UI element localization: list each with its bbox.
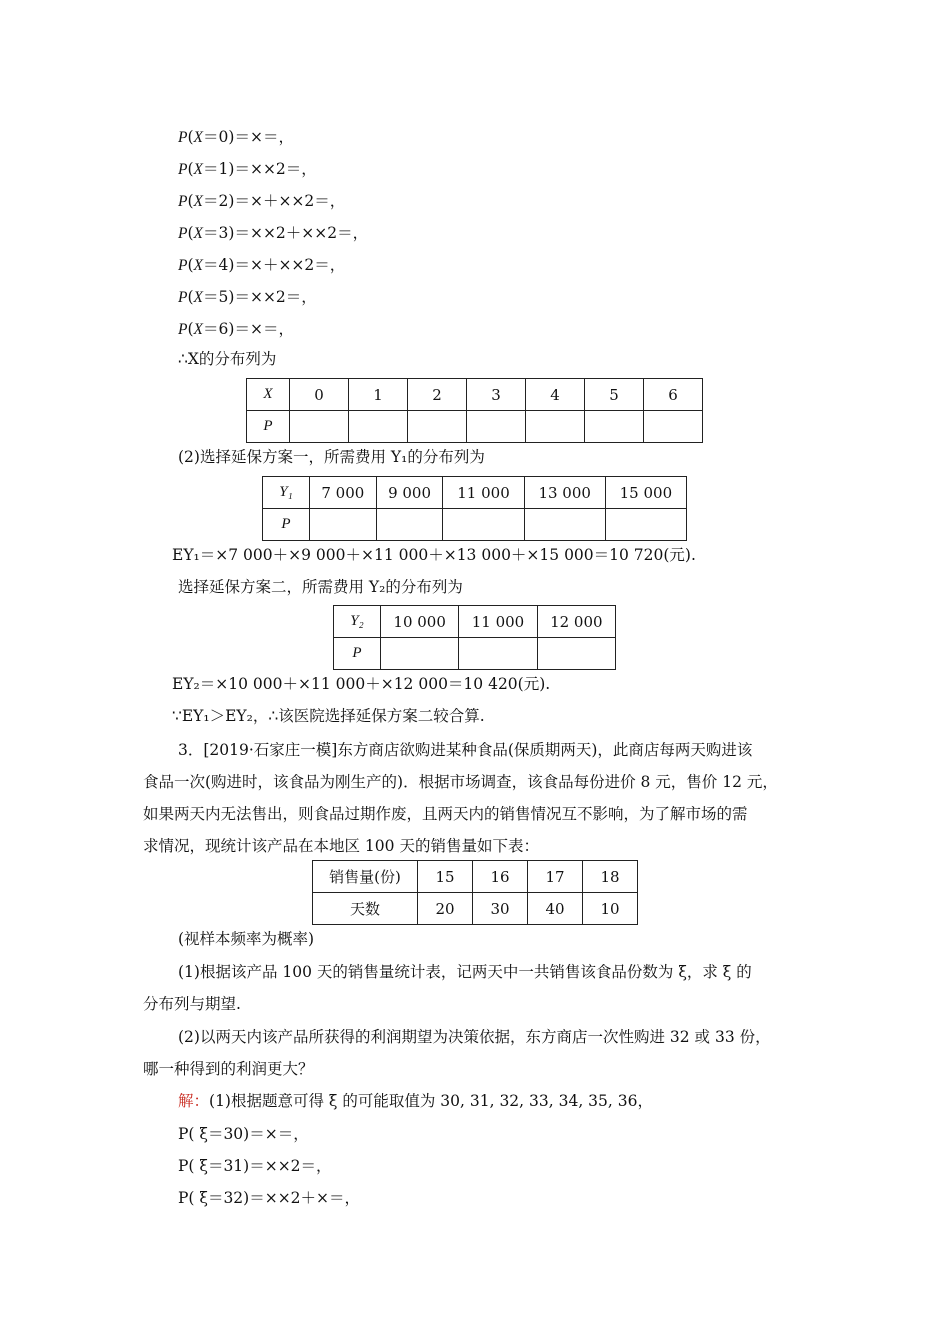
table-cell: 9 000 bbox=[376, 477, 443, 509]
ey2-line: EY₂＝×10 000＋×11 000＋×12 000＝10 420(元). bbox=[172, 675, 551, 693]
px-line-4: P(X＝4)＝×＋××2＝， bbox=[178, 256, 346, 274]
px-line-0: P(X＝0)＝×＝， bbox=[178, 128, 294, 146]
q1-line-2: 分布列与期望. bbox=[143, 995, 241, 1013]
table-cell: X bbox=[247, 379, 290, 411]
table-cell: 7 000 bbox=[310, 477, 377, 509]
conclusion-line: ∵EY₁＞EY₂，∴该医院选择延保方案二较合算. bbox=[172, 707, 485, 725]
table-cell: 20 bbox=[418, 893, 473, 925]
pxi-line-32: P( ξ＝32)＝××2＋×＝， bbox=[178, 1189, 361, 1207]
table-cell: P bbox=[334, 638, 381, 670]
part2-line: (2)选择延保方案一，所需费用 Y₁的分布列为 bbox=[178, 448, 485, 466]
table-cell: 0 bbox=[290, 379, 349, 411]
table-cell: Y₁ bbox=[263, 477, 310, 509]
table-row bbox=[334, 606, 616, 638]
px-line-3: P(X＝3)＝××2＋××2＝， bbox=[178, 224, 369, 242]
pxi-line-31: P( ξ＝31)＝××2＝， bbox=[178, 1157, 332, 1175]
q1-line-1: (1)根据该产品 100 天的销售量统计表，记两天中一共销售该食品份数为 ξ，求 ξ 的 bbox=[178, 963, 752, 981]
table-cell: 15 000 bbox=[605, 477, 686, 509]
table-cell: 16 bbox=[473, 861, 528, 893]
table-cell: 40 bbox=[528, 893, 583, 925]
q2-line-2: 哪一种得到的利润更大？ bbox=[143, 1060, 314, 1078]
problem3-line-1: 3．[2019·石家庄一模]东方商店欲购进某种食品(保质期两天)，此商店每两天购进该 bbox=[178, 741, 753, 759]
table-cell: Y₂ bbox=[334, 606, 381, 638]
table-cell: 18 bbox=[583, 861, 638, 893]
table-sales bbox=[312, 860, 638, 925]
problem3-line-2: 食品一次(购进时，该食品为刚生产的)．根据市场调查，该食品每份进价 8 元，售价 12 元， bbox=[143, 773, 778, 791]
plan2-line: 选择延保方案二，所需费用 Y₂的分布列为 bbox=[178, 578, 463, 596]
table-x-distribution bbox=[246, 378, 703, 443]
table-cell: 天数 bbox=[313, 893, 418, 925]
table-cell: 6 bbox=[644, 379, 703, 411]
px-line-2: P(X＝2)＝×＋××2＝， bbox=[178, 192, 346, 210]
table-cell: 1 bbox=[349, 379, 408, 411]
note-line: (视样本频率为概率) bbox=[178, 930, 315, 948]
table-cell: 13 000 bbox=[524, 477, 605, 509]
table-cell: 11 000 bbox=[459, 606, 537, 638]
table-cell: 5 bbox=[585, 379, 644, 411]
table-row bbox=[313, 861, 638, 893]
table-cell: 15 bbox=[418, 861, 473, 893]
table-cell: 销售量(份) bbox=[313, 861, 418, 893]
table-cell: 17 bbox=[528, 861, 583, 893]
table-row bbox=[263, 477, 687, 509]
table-cell: 11 000 bbox=[443, 477, 524, 509]
table-cell: 2 bbox=[408, 379, 467, 411]
table-cell: 3 bbox=[467, 379, 526, 411]
problem3-line-3: 如果两天内无法售出，则食品过期作废，且两天内的销售情况互不影响，为了解市场的需 bbox=[143, 805, 748, 823]
px-line-6: P(X＝6)＝×＝， bbox=[178, 320, 294, 338]
dist-intro: ∴X的分布列为 bbox=[178, 350, 277, 368]
table-cell: P bbox=[263, 509, 310, 541]
problem3-line-4: 求情况，现统计该产品在本地区 100 天的销售量如下表： bbox=[143, 837, 539, 855]
px-line-1: P(X＝1)＝××2＝， bbox=[178, 160, 317, 178]
table-row bbox=[334, 638, 616, 670]
table-cell: 12 000 bbox=[537, 606, 615, 638]
table-cell: P bbox=[247, 411, 290, 443]
q2-line-1: (2)以两天内该产品所获得的利润期望为决策依据，东方商店一次性购进 32 或 33 份， bbox=[178, 1028, 771, 1046]
table-row bbox=[313, 893, 638, 925]
table-cell: 30 bbox=[473, 893, 528, 925]
table-row bbox=[247, 379, 703, 411]
table-cell: 10 000 bbox=[381, 606, 459, 638]
ey1-line: EY₁＝×7 000＋×9 000＋×11 000＋×13 000＋×15 000＝10 720(元). bbox=[172, 546, 696, 564]
table-cell: 10 bbox=[583, 893, 638, 925]
pxi-line-30: P( ξ＝30)＝×＝， bbox=[178, 1125, 309, 1143]
solution-text: (1)根据题意可得 ξ 的可能取值为 30, 31, 32, 33, 34, 35, 36， bbox=[209, 1092, 653, 1110]
solution-label: 解： bbox=[178, 1092, 210, 1110]
px-line-5: P(X＝5)＝××2＝， bbox=[178, 288, 317, 306]
table-row bbox=[263, 509, 687, 541]
solution-line bbox=[178, 1091, 653, 1111]
table-row bbox=[247, 411, 703, 443]
table-cell: 4 bbox=[526, 379, 585, 411]
table-y1-distribution bbox=[262, 476, 687, 541]
table-y2-distribution bbox=[333, 605, 616, 670]
